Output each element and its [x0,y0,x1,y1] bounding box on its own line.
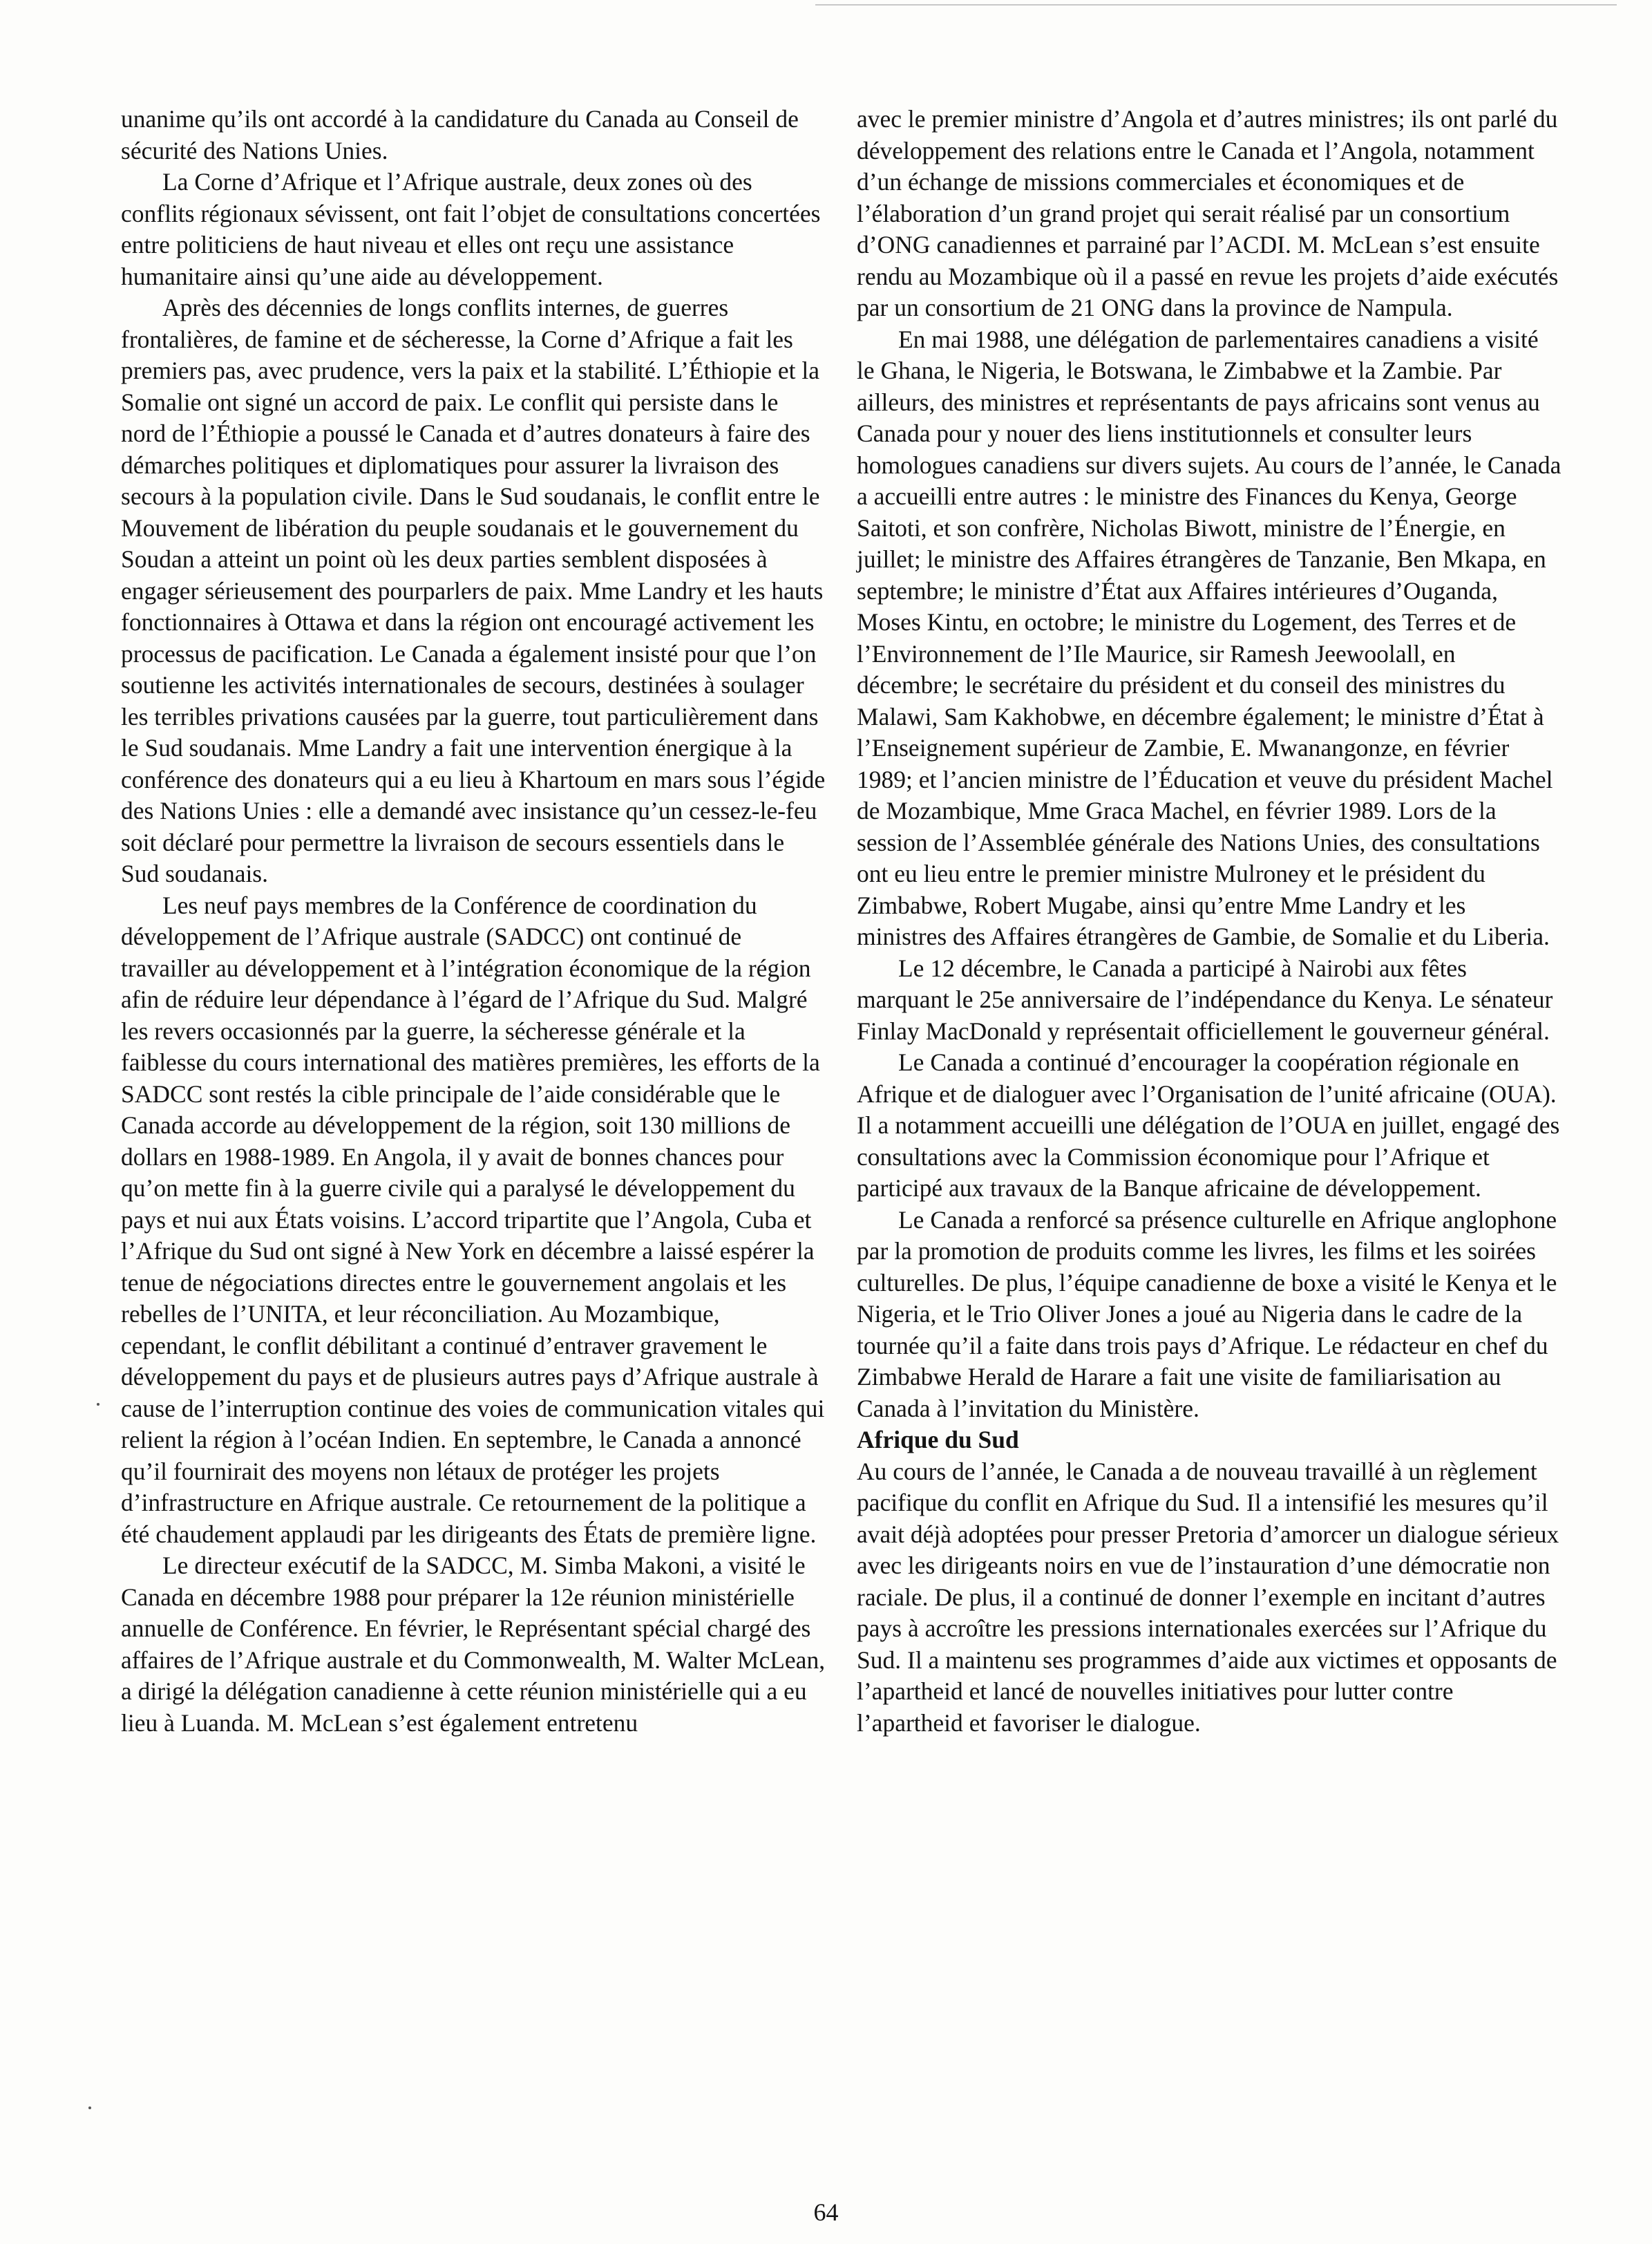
paragraph: Au cours de l’année, le Canada a de nouveau travaillé à un règlement pacifique du conflit en Afrique du Sud. Il a intensifié les mesures qu’il avait déjà adoptées pour presser Pretoria d’amorcer un dialogue sérieux avec les dirigeants noirs en vue de l’instauration d’une démocratie non raciale. De plus, il a continué de donner l’exemple en incitant d’autres pays à accroître les pressions internationales exercées sur l’Afrique du Sud. Il a maintenu ses programmes d’aide aux victimes et opposants de l’apartheid et lancé de nouvelles initiatives pour lutter contre l’apartheid et favoriser le dialogue. [857,1457,1559,1737]
left-column [121,104,826,1739]
paragraph: Après des décennies de longs conflits internes, de guerres frontalières, de famine et de sécheresse, la Corne d’Afrique a fait les premiers pas, avec prudence, vers la paix et la stabilité. L’Éthiopie et la Somalie ont signé un accord de paix. Le conflit qui persiste dans le nord de l’Éthiopie a poussé le Canada et d’autres donateurs à faire des démarches politiques et diplomatiques pour assurer la livraison des secours à la population civile. Dans le Sud soudanais, le conflit entre le Mouvement de libération du peuple soudanais et le gouvernement du Soudan a atteint un point où les deux parties semblent disposées à engager sérieusement des pourparlers de paix. Mme Landry et les hauts fonctionnaires à Ottawa et dans la région ont encouragé activement les processus de pacification. Le Canada a également insisté pour que l’on soutienne les activités internationales de secours, destinées à soulager les terribles privations causées par la guerre, tout particulièrement dans le Sud soudanais. Mme Landry a fait une intervention énergique à la conférence des donateurs qui a eu lieu à Khartoum en mars sous l’égide des Nations Unies : elle a demandé avec insistance qu’un cessez-le-feu soit déclaré pour permettre la livraison de secours essentiels dans le Sud soudanais. [121,294,826,887]
scan-edge-line [815,4,1617,6]
scan-speck [88,2106,91,2109]
paragraph: avec le premier ministre d’Angola et d’autres ministres; ils ont parlé du développement des relations entre le Canada et l’Angola, notamment d’un échange de missions commerciales et économiques et de l’élaboration d’un grand projet qui serait réalisé par un consortium d’ONG canadiennes et parrainé par l’ACDI. M. McLean s’est ensuite rendu au Mozambique où il a passé en revue les projets d’aide exécutés par un consortium de 21 ONG dans la province de Nampula. [857,105,1559,321]
paragraph: Les neuf pays membres de la Conférence de coordination du développement de l’Afrique australe (SADCC) ont continué de travailler au développement et à l’intégration économique de la région afin de réduire leur dépendance à l’égard de l’Afrique du Sud. Malgré les revers occasionnés par la guerre, la sécheresse générale et la faiblesse du cours international des matières premières, les efforts de la SADCC sont restés la cible principale de l’aide considérable que le Canada accorde au développement de la région, soit 130 millions de dollars en 1988-1989. En Angola, il y avait de bonnes chances pour qu’on mette fin à la guerre civile qui a paralysé le développement du pays et nui aux États voisins. L’accord tripartite que l’Angola, Cuba et l’Afrique du Sud ont signé à New York en décembre a laissé espérer la tenue de négociations directes entre le gouvernement angolais et les rebelles de l’UNITA, et leur réconciliation. Au Mozambique, cependant, le conflit débilitant a continué d’entraver gravement le développement du pays et de plusieurs autres pays d’Afrique australe à cause de l’interruption continue des voies de communication vitales qui relient la région à l’océan Indien. En septembre, le Canada a annoncé qu’il fournirait des moyens non létaux de protéger les projets d’infrastructure en Afrique australe. Ce retournement de la politique a été chaudement applaudi par les dirigeants des États de première ligne. [121,891,825,1548]
paragraph: Le Canada a continué d’encourager la coopération régionale en Afrique et de dialoguer avec l’Organisation de l’unité africaine (OUA). Il a notamment accueilli une délégation de l’OUA en juillet, engagé des consultations avec la Commission économique pour l’Afrique et participé aux travaux de la Banque africaine de développement. [857,1048,1560,1202]
paragraph: Le directeur exécutif de la SADCC, M. Simba Makoni, a visité le Canada en décembre 1988 pour préparer la 12e réunion ministérielle annuelle de Conférence. En février, le Représentant spécial chargé des affaires de l’Afrique australe et du Commonwealth, M. Walter McLean, a dirigé la délégation canadienne à cette réunion ministérielle qui a eu lieu à Luanda. M. McLean s’est également entretenu [121,1552,826,1737]
page-number: 64 [813,2198,839,2226]
paragraph: En mai 1988, une délégation de parlementaires canadiens a visité le Ghana, le Nigeria, le Botswana, le Zimbabwe et la Zambie. Par ailleurs, des ministres et représentants de pays africains sont venus au Canada pour y nouer des liens institutionnels et consulter leurs homologues canadiens sur divers sujets. Au cours de l’année, le Canada a accueilli entre autres : le ministre des Finances du Kenya, George Saitoti, et son confrère, Nicholas Biwott, ministre de l’Énergie, en juillet; le ministre des Affaires étrangères de Tanzanie, Ben Mkapa, en septembre; le ministre d’État aux Affaires intérieures d’Ouganda, Moses Kintu, en octobre; le ministre du Logement, des Terres et de l’Environnement de l’Ile Maurice, sir Ramesh Jeewoolall, en décembre; le secrétaire du président et du conseil des ministres du Malawi, Sam Kakhobwe, en décembre également; le ministre d’État à l’Enseignement supérieur de Zambie, E. Mwanangonze, en février 1989; et l’ancien ministre de l’Éducation et veuve du président Machel de Mozambique, Mme Graca Machel, en février 1989. Lors de la session de l’Assemblée générale des Nations Unies, des consultations ont eu lieu entre le premier ministre Mulroney et le président du Zimbabwe, Robert Mugabe, ainsi qu’entre Mme Landry et les ministres des Affaires étrangères de Gambie, de Somalie et du Liberia. [857,325,1561,950]
paragraph: La Corne d’Afrique et l’Afrique australe, deux zones où des conflits régionaux sévissent, ont fait l’objet de consultations concertées entre politiciens de haut niveau et elles ont reçu une assistance humanitaire ainsi qu’une aide au développement. [121,168,821,290]
paragraph: Le 12 décembre, le Canada a participé à Nairobi aux fêtes marquant le 25e anniversaire de l’indépendance du Kenya. Le sénateur Finlay MacDonald y représentait officiellement le gouverneur général. [857,954,1553,1045]
scan-speck [97,1403,99,1406]
paragraph: Le Canada a renforcé sa présence culturelle en Afrique anglophone par la promotion de produits comme les livres, les films et les soirées culturelles. De plus, l’équipe canadienne de boxe a visité le Kenya et le Nigeria, et le Trio Oliver Jones a joué au Nigeria dans le cadre de la tournée qu’il a faite dans trois pays d’Afrique. Le rédacteur en chef du Zimbabwe Herald de Harare a fait une visite de familiarisation au Canada à l’invitation du Ministère. [857,1205,1557,1422]
right-column [857,104,1561,1739]
section-heading: Afrique du Sud [857,1426,1019,1453]
paragraph: unanime qu’ils ont accordé à la candidature du Canada au Conseil de sécurité des Nations Unies. [121,105,799,164]
